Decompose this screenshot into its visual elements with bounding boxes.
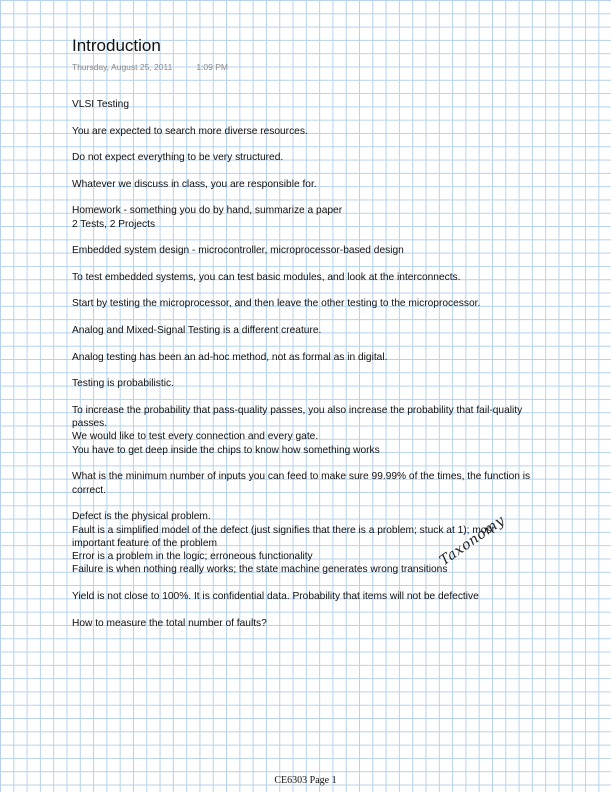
note-line: 2 Tests, 2 Projects [72,218,156,230]
note-line: Defect is the physical problem. [72,511,211,523]
note-paragraph [72,244,552,257]
note-line: correct. [72,484,106,496]
note-line: You are expected to search more diverse resources. [72,125,308,137]
note-line: Analog and Mixed-Signal Testing is a different creature. [72,325,322,337]
note-paragraph [72,617,552,630]
note-paragraph [72,271,552,284]
note-line: To test embedded systems, you can test basic modules, and look at the interconnects. [72,271,461,283]
note-paragraph [72,590,552,603]
note-line: Testing is probabilistic. [72,378,174,390]
note-line: Yield is not close to 100%. It is confidential data. Probability that items will not be defective [72,590,479,602]
note-line: Do not expect everything to be very structured. [72,152,284,164]
note-line: Failure is when nothing really works; the state machine generates wrong transitions [72,564,448,576]
note-paragraph [72,404,552,457]
note-paragraph [72,151,552,164]
note-paragraph [72,98,552,111]
note-line: What is the minimum number of inputs you can feed to make sure 99.99% of the times, the function is [72,471,531,483]
note-line: Start by testing the microprocessor, and then leave the other testing to the microprocessor. [72,298,481,310]
note-paragraph [72,351,552,364]
note-paragraph [72,377,552,390]
note-paragraph [72,125,552,138]
note-body [72,98,552,643]
handwritten-annotation: Taxonomy [436,512,508,569]
page-footer: CE6303 Page 1 [274,775,337,786]
note-line: Whatever we discuss in class, you are responsible for. [72,178,317,190]
note-paragraph [72,470,552,497]
note-line: How to measure the total number of faults? [72,617,267,629]
page-title: Introduction [72,36,161,55]
page-date: Thursday, August 25, 2011 [72,62,173,72]
note-paragraph [72,178,552,191]
note-line: Fault is a simplified model of the defect (just signifies that there is a problem; stuck at 1); most [72,524,495,536]
note-line: important feature of the problem [72,537,217,549]
note-line: VLSI Testing [72,99,130,110]
note-line: You have to get deep inside the chips to know how something works [72,444,380,456]
page-timestamp [72,62,228,72]
page-time: 1:09 PM [196,62,228,72]
note-paragraph [72,297,552,310]
note-line: To increase the probability that pass-quality passes, you also increase the probability that fail-quality [72,404,523,416]
note-paragraph [72,204,552,231]
note-line: Homework - something you do by hand, summarize a paper [72,205,343,217]
note-line: Embedded system design - microcontroller, microprocessor-based design [72,245,404,257]
note-line: We would like to test every connection and every gate. [72,431,319,443]
note-line: passes. [72,418,108,430]
note-paragraph [72,324,552,337]
note-line: Error is a problem in the logic; erroneous functionality [72,551,313,563]
note-line: Analog testing has been an ad-hoc method, not as formal as in digital. [72,351,388,363]
